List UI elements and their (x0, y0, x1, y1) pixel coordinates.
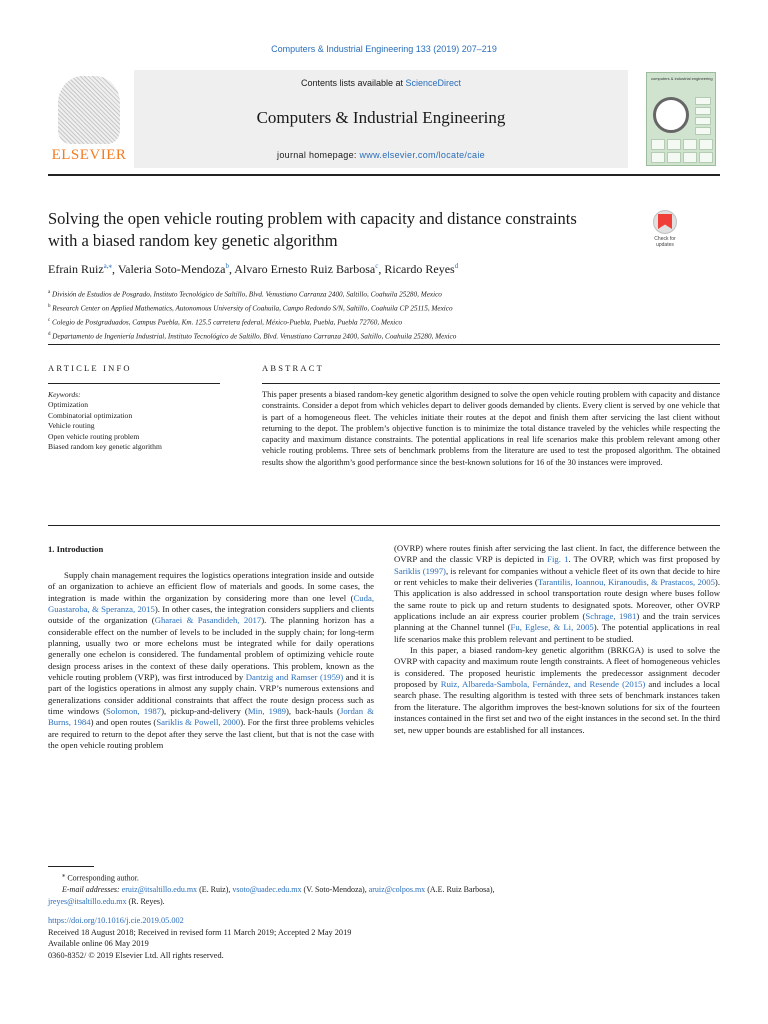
cover-grid (651, 139, 713, 163)
journal-banner (134, 70, 628, 168)
author-separator: , (228, 262, 235, 276)
citation-link[interactable]: Tarantilis, Ioannou, Kiranoudis, & Prastacos, 2005 (537, 577, 715, 588)
copyright-line: 0360-8352/ © 2019 Elsevier Ltd. All rights reserved. (48, 950, 224, 960)
elsevier-logo[interactable] (48, 72, 130, 168)
article-history (48, 915, 720, 961)
homepage-link[interactable]: www.elsevier.com/locate/caie (359, 150, 485, 160)
cover-title: computers & industrial engineering (651, 76, 713, 81)
received-dates: Received 18 August 2018; Received in revised form 11 March 2019; Accepted 2 May 2019 (48, 927, 352, 937)
email-owner: (R. Reyes). (126, 897, 165, 907)
footnotes (48, 870, 720, 908)
email-owner: (E. Ruiz), (197, 885, 233, 895)
publisher-name: ELSEVIER (51, 147, 127, 163)
cover-graphic-icon (653, 97, 689, 133)
abstract-rule (262, 383, 720, 384)
affiliation-text: Departamento de Ingeniería Industrial, Instituto Tecnológico de Saltillo, Blvd. Venustiano Carranza 2400, Saltillo, Coahuila 25280, Mexico (52, 332, 457, 341)
journal-name: Computers & Industrial Engineering (256, 108, 506, 127)
body-text: , is relevant for companies without a vehicle fleet of its own that decide to hire or rent vehicles to make their deliveries ( (394, 565, 720, 588)
citation-link[interactable]: Ruiz, Albareda-Sambola, Fernández, and Resende (2015) (440, 679, 646, 690)
affiliation-mark: b (48, 303, 51, 309)
body-text: ). For the first three problems vehicles are required to return to the depot after they serve the last client, but that is not the case with the open vehicle routing problem (48, 717, 375, 751)
corresponding-author-note (48, 870, 720, 884)
abstract-end-rule (48, 525, 720, 526)
citation-link[interactable]: Fu, Eglese, & Li, 2005 (510, 622, 594, 633)
body-text: In this paper, a biased random-key genetic algorithm (BRKGA) is used to solve the OVRP with capacity and maximum route length constraints. A fleet of homogeneous vehicles is considered. The proposed heuristic implements the predecessor assignment decoder proposed by (394, 645, 720, 690)
citation-link[interactable]: Dantzig and Ramser (1959) (245, 672, 344, 683)
keyword: Open vehicle routing problem (48, 431, 140, 441)
body-text: ). This application is also addressed in school transportation route design where buses follow the same route to pick up and return students to designated spots. Moreover, other OVRP applications include an air express courier problem ( (394, 577, 720, 622)
affiliation (48, 315, 720, 329)
affiliation (48, 301, 720, 315)
citation-link[interactable]: Sariklis & Powell, 2000 (156, 717, 241, 728)
body-text: ) and open routes ( (90, 717, 157, 728)
body-text: ). The planning horizon has a considerable effect on the number of levels to be included in the supply chain; for long-term planning, usually two or more echelons must be integrated while for daily operations generally one echelon is considered. The fundamental problem of optimizing vehicle route design process arises in the context of these daily operations. This problem, known as the vehicle routing problem (VRP), was first introduced by (48, 615, 374, 683)
author (384, 262, 458, 276)
body-text: (OVRP) where routes finish after servicing the last client. In fact, the difference between the OVRP and the classic VRP is depicted in (394, 543, 720, 565)
author (48, 262, 118, 276)
keyword: Optimization (48, 400, 89, 410)
citation-link[interactable]: Sariklis (1997) (394, 565, 446, 576)
affiliation-list (48, 287, 720, 343)
body-column-right (394, 543, 720, 736)
check-for-updates-button[interactable] (648, 210, 682, 260)
doi-link[interactable]: https://doi.org/10.1016/j.cie.2019.05.002 (48, 916, 184, 925)
available-online: Available online 06 May 2019 (48, 939, 149, 949)
email-link[interactable]: jreyes@itsaltillo.edu.mx (48, 897, 127, 907)
corresponding-mark: ⁎ (62, 872, 66, 879)
author-separator: , (378, 262, 385, 276)
body-text: ). In other cases, the integration considers suppliers and clients outside of the organization ( (48, 604, 374, 626)
author-affiliation-mark[interactable]: b (225, 262, 229, 270)
body-text: and it is part of the logistics operations in almost any supply chain. VRP’s numerous extensions and generalizations consider additional constraints that affect the route design process such as time windows ( (48, 672, 374, 717)
author-separator: , (112, 262, 118, 276)
affiliation-mark: d (48, 331, 51, 337)
email-link[interactable]: eruiz@itsaltillo.edu.mx (121, 885, 198, 895)
keyword: Vehicle routing (48, 421, 95, 431)
abstract-text: This paper presents a biased random-key genetic algorithm designed to solve the open vehicle routing problem with capacity and distance constraints. Consider a depot from which vehicles depart to deliver goods demanded by clients. Every client is served by one vehicle that is part of a homogeneous fleet. The vehicles initiate their routes at the depot and finish them after servicing the last client without returning to the depot. The problem’s objective function is to minimize the total distance traveled by the vehicles while respecting the capacity and maximum distance constraints. The potential applications in real life scenarios make this problem relevant among other vehicle routing problems. Three sets of benchmark problems from the literature are used to test the proposed algorithm. The obtained results show the algorithm’s good performance since the best-known solutions for 16 of the 30 instances were improved. (262, 390, 720, 467)
corresponding-label: Corresponding author. (67, 873, 139, 883)
author-list (48, 262, 720, 277)
citation-link[interactable]: Jordan & Burns, 1984 (48, 706, 375, 728)
author-name[interactable]: Alvaro Ernesto Ruiz Barbosa (234, 262, 376, 276)
homepage-prefix: journal homepage: (277, 150, 360, 160)
citation-link[interactable]: Schrage, 1981 (585, 611, 637, 622)
body-text: ). The potential applications in real life scenarios make this problem relevant and pertinent to be studied. (394, 622, 721, 644)
journal-citation[interactable]: Computers & Industrial Engineering 133 (2019) 207–219 (271, 44, 497, 54)
affiliation-mark: a (48, 290, 51, 295)
body-column-left (48, 570, 374, 752)
body-text: . The OVRP, which was first proposed by (568, 554, 720, 565)
body-text: ), pickup-and-delivery ( (161, 706, 248, 717)
footnote-rule (48, 866, 94, 867)
affiliation-text: Colegio de Postgraduados, Campus Puebla, Km. 125.5 carretera federal, México-Puebla, Puebla, Puebla 72760, Mexico (52, 318, 403, 327)
sciencedirect-link[interactable]: ScienceDirect (405, 78, 462, 88)
author-affiliation-mark[interactable]: c (375, 262, 379, 270)
author (234, 262, 384, 276)
contents-prefix: Contents lists available at (300, 78, 406, 88)
citation-link[interactable]: Cuda, Guastaroba, & Speranza, 2015 (48, 592, 374, 615)
author (118, 262, 234, 276)
citation-link[interactable]: Gharaei & Pasandideh, 2017 (154, 615, 262, 626)
cover-side-grid (695, 97, 711, 135)
citation-link[interactable]: Min, 1989 (247, 706, 287, 717)
email-line (48, 884, 720, 896)
article-info-rule (48, 383, 220, 384)
body-text: Supply chain management requires the logistics operations integration inside and outside of an organization to achieve an efficient flow of materials and goods. In some cases, the integration is made within the organization by considering more than one level ( (48, 570, 374, 603)
header-rule (48, 174, 720, 176)
keyword: Biased random key genetic algorithm (48, 442, 162, 452)
contents-line (134, 78, 628, 88)
email-owner: (V. Soto-Mendoza), (301, 885, 369, 895)
body-paragraph (394, 645, 720, 736)
author-name[interactable]: Ricardo Reyes (384, 262, 455, 276)
author-name[interactable]: Valeria Soto-Mendoza (117, 262, 226, 276)
affiliation (48, 329, 720, 343)
keywords-block (48, 390, 220, 452)
affiliation-mark: c (48, 317, 51, 323)
body-text: ), back-hauls ( (286, 706, 340, 717)
article-title: Solving the open vehicle routing problem with capacity and distance constraints with a biased random key genetic algorithm (48, 209, 577, 250)
email-owner: (A.E. Ruiz Barbosa), (425, 885, 495, 895)
keywords-label: Keywords: (48, 390, 81, 399)
body-text: ) and the train services planning at the Channel tunnel ( (394, 611, 720, 633)
author-name[interactable]: Efrain Ruiz (48, 262, 104, 276)
email-link[interactable]: aruiz@colpos.mx (368, 885, 426, 895)
journal-cover-thumbnail[interactable] (646, 72, 716, 166)
affiliation (48, 287, 720, 301)
email-line (48, 896, 720, 908)
abstract-heading: ABSTRACT (262, 363, 324, 373)
body-paragraph (394, 543, 720, 645)
author-affiliation-mark[interactable]: a,⁎ (103, 262, 113, 270)
citation-link[interactable]: Fig. 1 (547, 554, 569, 565)
journal-homepage (134, 150, 628, 160)
author-affiliation-mark[interactable]: d (454, 262, 459, 270)
citation-link[interactable]: Solomon, 1987 (106, 706, 162, 717)
affiliation-rule (48, 344, 720, 345)
body-text: and includes a local search phase. The resulting algorithm is tested with three sets of benchmark instances taken from the literature. The algorithm improves the best-known solutions for six of the fourteen instances contained in the first set and two of the eight instances in the second set. In the third set, new upper bounds are established for all instances. (394, 679, 720, 735)
check-for-updates-label: Check for updates (654, 236, 676, 248)
journal-header (48, 70, 720, 170)
email-label: E-mail addresses: (62, 885, 120, 895)
elsevier-tree-icon (58, 76, 120, 144)
affiliation-text: Research Center on Applied Mathematics, Autonomous University of Coahuila, Campo Redondo S/N, Saltillo, Coahuila CP 25115, Mexico (52, 304, 453, 313)
keyword: Combinatorial optimization (48, 410, 133, 420)
article-info-heading: ARTICLE INFO (48, 363, 132, 373)
body-paragraph (48, 570, 374, 752)
section-heading-introduction: 1. Introduction (48, 544, 104, 554)
email-link[interactable]: vsoto@uadec.edu.mx (232, 885, 302, 895)
affiliation-text: División de Estudios de Posgrado, Instituto Tecnológico de Saltillo, Blvd. Venustiano Carranza 2400, Saltillo, Coahuila 25280, Mexico (52, 290, 442, 299)
